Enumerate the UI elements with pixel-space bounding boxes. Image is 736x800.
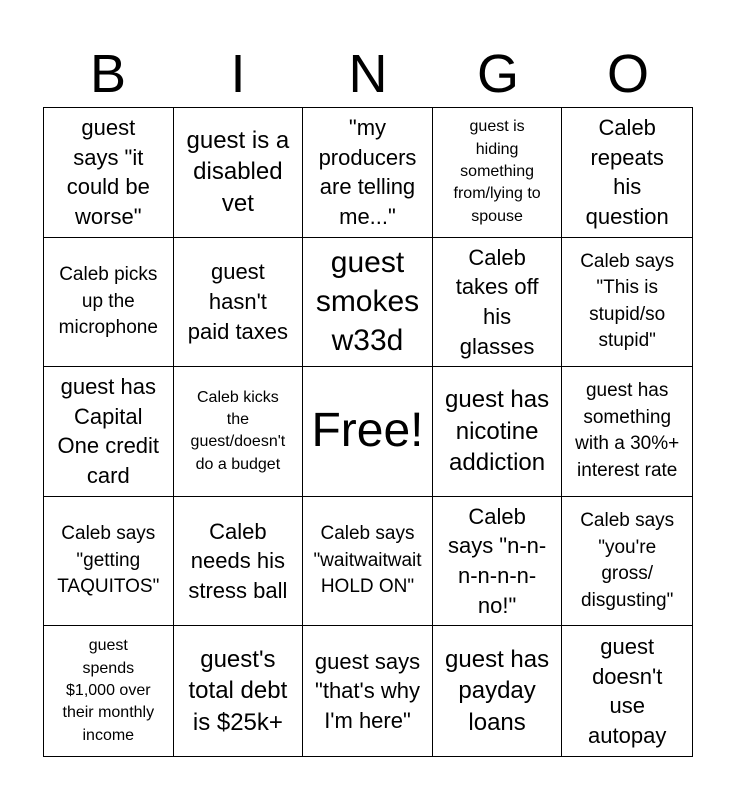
bingo-cell-g2[interactable] xyxy=(433,238,563,368)
cell-text: guest says "it could be worse" xyxy=(66,114,150,229)
bingo-cell-o4[interactable] xyxy=(562,497,692,627)
cell-text: guest's total debt is $25k+ xyxy=(188,645,288,737)
cell-text: Caleb says "n-n- n-n-n-n- no!" xyxy=(447,503,547,618)
cell-text: Caleb kicks the guest/doesn't do a budget xyxy=(190,388,286,473)
cell-text: "my producers are telling me..." xyxy=(318,114,417,229)
bingo-cell-n5[interactable] xyxy=(303,626,433,756)
cell-text: guest smokes w33d xyxy=(315,246,420,358)
cell-text: guest has Capital One credit card xyxy=(57,374,160,489)
cell-text: Free! xyxy=(311,404,424,458)
header-letter-o: O xyxy=(606,44,649,104)
bingo-cell-o5[interactable] xyxy=(562,626,692,756)
bingo-cell-i5[interactable] xyxy=(174,626,304,756)
header-letter-g: G xyxy=(476,44,519,104)
header-letter-b: B xyxy=(89,44,127,104)
cell-text: Caleb repeats his question xyxy=(585,114,669,229)
bingo-board xyxy=(43,107,693,757)
bingo-cell-n4[interactable] xyxy=(303,497,433,627)
cell-text: guest is hiding something from/lying to spouse xyxy=(453,118,541,225)
cell-text: guest has nicotine addiction xyxy=(445,385,550,477)
cell-text: guest has something with a 30%+ interest rate xyxy=(575,380,680,482)
cell-text: guest has payday loans xyxy=(445,645,550,737)
bingo-cell-i2[interactable] xyxy=(174,238,304,368)
cell-text: Caleb says "you're gross/ disgusting" xyxy=(580,509,675,611)
bingo-cell-o2[interactable] xyxy=(562,238,692,368)
cell-text: Caleb needs his stress ball xyxy=(188,518,288,603)
bingo-cell-b1[interactable] xyxy=(44,108,174,238)
cell-text: guest spends $1,000 over their monthly income xyxy=(62,637,155,744)
bingo-cell-b4[interactable] xyxy=(44,497,174,627)
bingo-cell-b2[interactable] xyxy=(44,238,174,368)
bingo-cell-free-space[interactable] xyxy=(303,367,433,497)
bingo-cell-n2[interactable] xyxy=(303,238,433,368)
bingo-cell-o1[interactable] xyxy=(562,108,692,238)
cell-text: Caleb says "getting TAQUITOS" xyxy=(57,523,160,598)
bingo-cell-g5[interactable] xyxy=(433,626,563,756)
bingo-header xyxy=(43,40,693,108)
bingo-cell-g3[interactable] xyxy=(433,367,563,497)
bingo-cell-i1[interactable] xyxy=(174,108,304,238)
cell-text: guest hasn't paid taxes xyxy=(187,259,289,344)
bingo-cell-g4[interactable] xyxy=(433,497,563,627)
cell-text: guest doesn't use autopay xyxy=(588,633,667,748)
cell-text: Caleb says "waitwaitwait HOLD ON" xyxy=(313,523,422,598)
header-letter-n: N xyxy=(348,44,388,104)
bingo-cell-n1[interactable] xyxy=(303,108,433,238)
cell-text: guest says "that's why I'm here" xyxy=(314,648,421,734)
cell-text: Caleb picks up the microphone xyxy=(58,264,158,339)
bingo-cell-i3[interactable] xyxy=(174,367,304,497)
cell-text: Caleb says "This is stupid/so stupid" xyxy=(580,250,675,352)
bingo-cell-i4[interactable] xyxy=(174,497,304,627)
cell-text: Caleb takes off his glasses xyxy=(455,244,539,359)
bingo-cell-g1[interactable] xyxy=(433,108,563,238)
cell-text: guest is a disabled vet xyxy=(186,126,290,218)
bingo-cell-b5[interactable] xyxy=(44,626,174,756)
bingo-cell-b3[interactable] xyxy=(44,367,174,497)
bingo-cell-o3[interactable] xyxy=(562,367,692,497)
header-letter-i: I xyxy=(230,44,246,104)
